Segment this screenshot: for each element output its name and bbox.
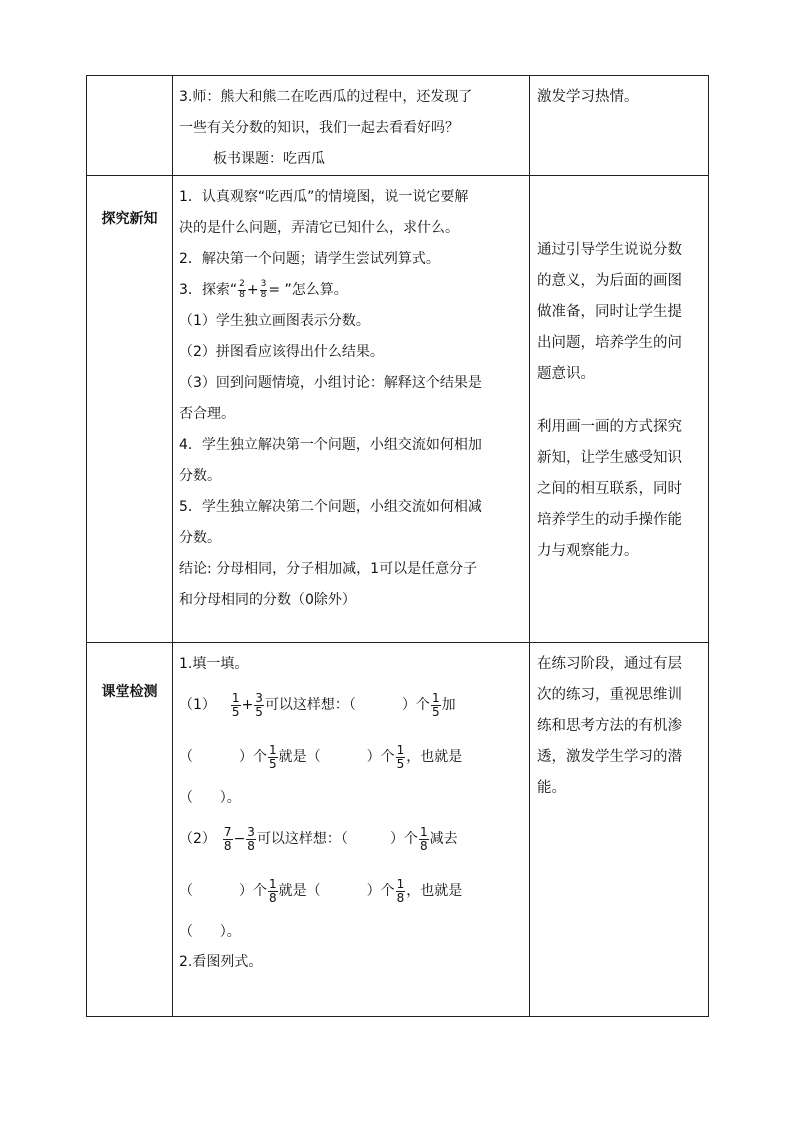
note-line: 次的练习，重视思维训 xyxy=(537,687,682,703)
fraction xyxy=(223,826,233,852)
fraction xyxy=(246,826,256,852)
fraction-denominator: 5 xyxy=(269,756,277,771)
explore-line: 分数。 xyxy=(179,530,221,546)
fraction-numerator: 3 xyxy=(247,824,255,839)
list-title: 2.看图列式。 xyxy=(179,954,263,970)
explore-line: 否合理。 xyxy=(179,406,235,422)
plus-sign: + xyxy=(246,282,259,298)
note-line: 培养学生的动手操作能 xyxy=(537,512,682,528)
note-line: 题意识。 xyxy=(537,366,595,382)
fraction-numerator: 1 xyxy=(269,876,277,891)
question-number: （1） xyxy=(179,697,216,713)
note-line: 的意义，为后面的画图 xyxy=(537,273,682,289)
text-segment: ，也就是 xyxy=(406,749,463,765)
text-segment: 就是（ xyxy=(278,749,321,765)
test-note-cell xyxy=(530,643,709,1017)
fraction-numerator: 7 xyxy=(223,824,232,839)
fraction-denominator: 8 xyxy=(419,838,428,853)
conclusion-line: 结论: 分母相同，分子相加减，1可以是任意分子 xyxy=(179,561,478,577)
operator: + xyxy=(241,697,254,713)
table-row xyxy=(87,76,709,176)
exercise-line: （ ）。 xyxy=(179,924,241,940)
fraction-numerator: 3 xyxy=(260,279,267,290)
text-segment: = ”怎么算。 xyxy=(268,282,348,298)
text-segment: ）个 xyxy=(366,749,395,765)
fraction xyxy=(268,878,278,904)
explore-line: 1．认真观察“吃西瓜”的情境图，说一说它要解 xyxy=(179,189,469,205)
note-line: 利用画一画的方式探究 xyxy=(537,419,682,435)
text-segment: 3．探索“ xyxy=(179,282,238,298)
note-line: 做准备，同时让学生提 xyxy=(537,304,682,320)
exercise-line: （ ）。 xyxy=(179,790,241,806)
text-segment: 就是（ xyxy=(278,883,321,899)
intro-cell xyxy=(173,76,530,176)
exercise-line xyxy=(179,865,523,917)
table-row xyxy=(87,643,709,1017)
explore-cell xyxy=(173,176,530,643)
fraction-denominator: 5 xyxy=(396,756,405,771)
fraction xyxy=(254,692,264,718)
fill-title: 1.填一填。 xyxy=(179,656,249,672)
note-line: 在练习阶段，通过有层 xyxy=(537,656,682,672)
note-line: 透，激发学生学习的潜 xyxy=(537,749,682,765)
fraction xyxy=(419,826,429,852)
text-segment: ）个 xyxy=(401,697,430,713)
explore-line: （1）学生独立画图表示分数。 xyxy=(179,313,370,329)
fraction-numerator: 3 xyxy=(255,690,263,705)
text-segment: （ xyxy=(179,883,193,899)
explore-line: 分数。 xyxy=(179,468,221,484)
note-line: 能。 xyxy=(537,780,566,796)
fraction xyxy=(268,744,278,770)
note-line: 力与观察能力。 xyxy=(537,543,639,559)
explore-line-fraction xyxy=(179,275,523,306)
note-line: 之间的相互联系，同时 xyxy=(537,481,682,497)
intro-note: 激发学习热情。 xyxy=(537,89,639,105)
table-row xyxy=(87,176,709,643)
text-segment: ）个 xyxy=(389,831,418,847)
note-line: 新知，让学生感受知识 xyxy=(537,450,682,466)
section-label-text: 课堂检测 xyxy=(101,684,158,700)
fraction-denominator: 8 xyxy=(269,890,277,905)
text-segment: 加 xyxy=(441,697,456,713)
exercise-line xyxy=(179,731,523,783)
question-number: （2） xyxy=(179,831,216,847)
empty-label-cell xyxy=(87,76,173,176)
fraction-numerator: 1 xyxy=(396,742,405,757)
note-line: 通过引导学生说说分数 xyxy=(537,242,682,258)
operator: − xyxy=(233,831,246,847)
fraction-denominator: 8 xyxy=(396,890,405,905)
fraction-denominator: 8 xyxy=(247,838,255,853)
explore-note-cell xyxy=(530,176,709,643)
text-segment: （ xyxy=(179,749,193,765)
test-cell xyxy=(173,643,530,1017)
text-segment: 减去 xyxy=(429,831,458,847)
text-segment: ，也就是 xyxy=(406,883,463,899)
intro-line: 3.师：熊大和熊二在吃西瓜的过程中，还发现了 xyxy=(179,89,473,105)
fraction xyxy=(260,280,268,300)
explore-line: 5．学生独立解决第二个问题，小组交流如何相减 xyxy=(179,499,482,515)
section-label-test xyxy=(87,643,173,1017)
fraction-numerator: 1 xyxy=(431,690,440,705)
fraction-numerator: 1 xyxy=(231,690,240,705)
explore-line: （2）拼图看应该得出什么结果。 xyxy=(179,344,384,360)
text-segment: ）个 xyxy=(366,883,395,899)
fraction xyxy=(431,692,441,718)
explore-line: 决的是什么问题，弄清它已知什么，求什么。 xyxy=(179,220,459,236)
exercise-line xyxy=(179,679,523,731)
text-segment: 可以这样想：（ xyxy=(256,831,348,847)
fraction-denominator: 5 xyxy=(255,704,263,719)
fraction xyxy=(238,280,246,300)
fraction-denominator: 8 xyxy=(260,289,267,300)
exercise-line xyxy=(179,813,523,865)
text-segment: ）个 xyxy=(239,749,267,765)
fraction xyxy=(396,744,406,770)
fraction-denominator: 8 xyxy=(223,838,232,853)
fraction xyxy=(231,692,241,718)
fraction-denominator: 8 xyxy=(239,289,245,300)
fraction-denominator: 5 xyxy=(231,704,240,719)
section-label-explore xyxy=(87,176,173,643)
note-line: 出问题，培养学生的问 xyxy=(537,335,682,351)
fraction-denominator: 5 xyxy=(431,704,440,719)
explore-line: （3）回到问题情境，小组讨论：解释这个结果是 xyxy=(179,375,482,391)
fraction-numerator: 2 xyxy=(239,279,245,290)
text-segment: 可以这样想：（ xyxy=(264,697,356,713)
fraction xyxy=(396,878,406,904)
fraction-numerator: 1 xyxy=(419,824,428,839)
board-title: 板书课题：吃西瓜 xyxy=(213,151,325,167)
fraction-numerator: 1 xyxy=(269,742,277,757)
note-line: 练和思考方法的有机渗 xyxy=(537,718,682,734)
fraction-numerator: 1 xyxy=(396,876,405,891)
intro-line: 一些有关分数的知识，我们一起去看看好吗？ xyxy=(179,120,459,136)
explore-line: 4．学生独立解决第一个问题，小组交流如何相加 xyxy=(179,437,482,453)
lesson-plan-table xyxy=(86,75,709,1017)
conclusion-line: 和分母相同的分数（0除外） xyxy=(179,592,356,608)
explore-line: 2．解决第一个问题；请学生尝试列算式。 xyxy=(179,251,440,267)
intro-note-cell xyxy=(530,76,709,176)
section-label-text: 探究新知 xyxy=(101,211,158,227)
text-segment: ）个 xyxy=(239,883,267,899)
